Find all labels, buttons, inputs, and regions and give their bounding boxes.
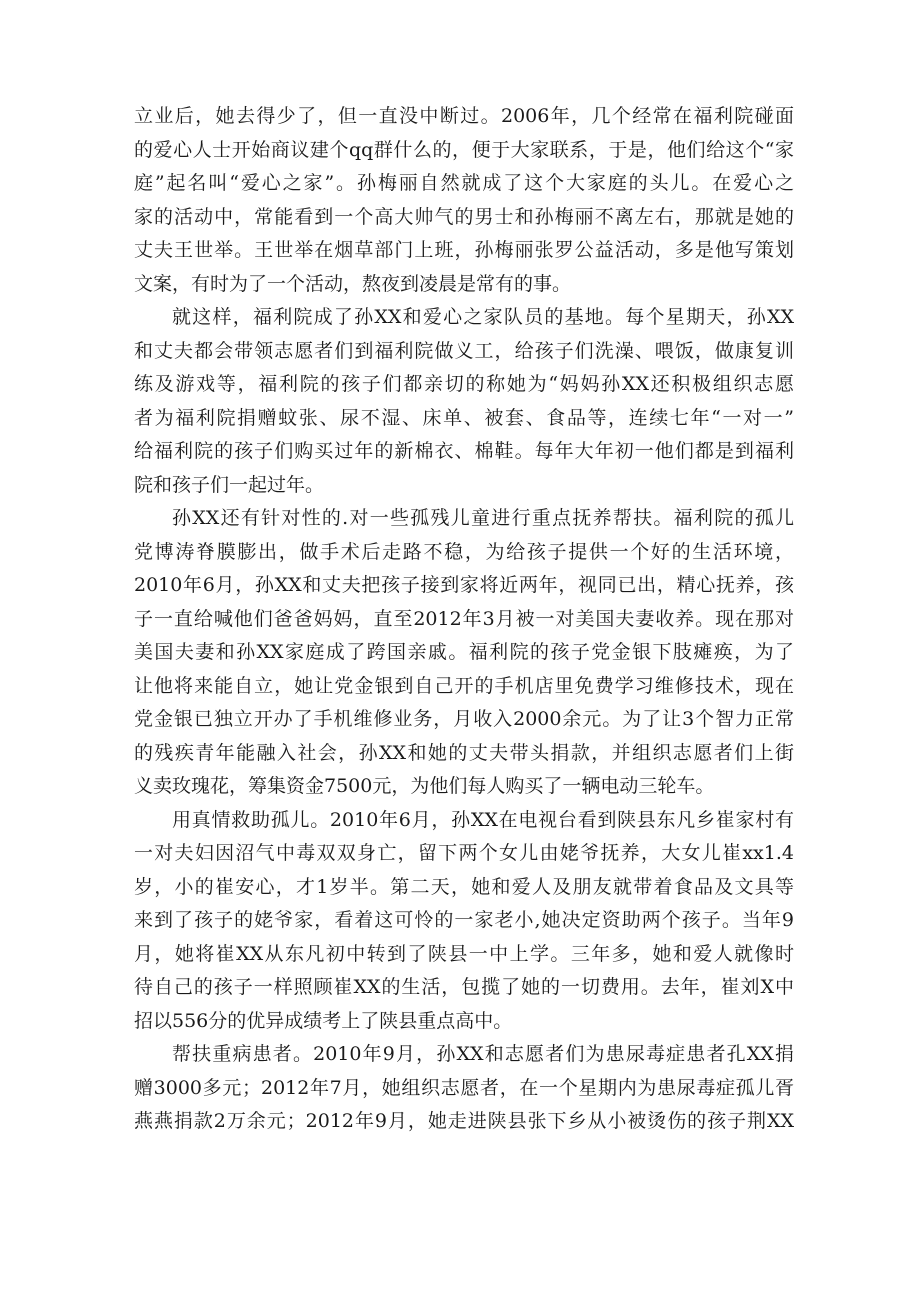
- paragraph-2: [134, 301, 794, 502]
- paragraph-3: [134, 502, 794, 804]
- text-line: 的残疾青年能融入社会，孙XX和她的丈夫带头捐款，并组织志愿者们上街: [134, 741, 794, 764]
- text-line: 待自己的孩子一样照顾崔XX的生活，包揽了她的一切费用。去年，崔刘X中: [134, 976, 794, 998]
- text-line: 赠3000多元；2012年7月，她组织志愿者，在一个星期内为患尿毒症孤儿胥: [134, 1076, 794, 1099]
- paragraph-4: [134, 804, 794, 1039]
- paragraph-5: [134, 1038, 794, 1139]
- text-line: 丈夫王世举。王世举在烟草部门上班，孙梅丽张罗公益活动，多是他写策划: [134, 239, 794, 261]
- text-line: 党博涛脊膜膨出，做手术后走路不稳，为给孩子提供一个好的生活环境，: [134, 540, 794, 563]
- text-line: 的爱心人士开始商议建个qq群什么的，便于大家联系，于是，他们给这个“家: [134, 138, 794, 161]
- text-line: 义卖玫瑰花，筹集资金7500元，为他们每人购买了一辆电动三轮车。: [134, 775, 715, 797]
- text-line: 用真情救助孤儿。2010年6月，孙XX在电视台看到陕县东凡乡崔家村有: [172, 808, 794, 831]
- text-line: 院和孩子们一起过年。: [134, 473, 325, 496]
- text-line: 一对夫妇因沼气中毒双双身亡，留下两个女儿由姥爷抚养，大女儿崔xx1.4: [134, 842, 794, 864]
- text-line: 来到了孩子的姥爷家，看着这可怜的一家老小,她决定资助两个孩子。当年9: [134, 909, 794, 931]
- text-line: 和丈夫都会带领志愿者们到福利院做义工，给孩子们洗澡、喂饭，做康复训: [134, 339, 794, 362]
- text-line: 党金银已独立开办了手机维修业务，月收入2000余元。为了让3个智力正常: [134, 708, 794, 730]
- text-line: 岁，小的崔安心，才1岁半。第二天，她和爱人及朋友就带着食品及文具等: [134, 875, 794, 898]
- text-line: 就这样，福利院成了孙XX和爱心之家队员的基地。每个星期天，孙XX: [172, 306, 794, 328]
- text-line: 美国夫妻和孙XX家庭成了跨国亲戚。福利院的孩子党金银下肢瘫痪，为了: [134, 641, 794, 663]
- text-line: 文案，有时为了一个活动，熬夜到凌晨是常有的事。: [134, 272, 572, 295]
- text-line: 让他将来能自立，她让党金银到自己开的手机店里免费学习维修技术，现在: [134, 674, 794, 697]
- text-line: 立业后，她去得少了，但一直没中断过。2006年，几个经常在福利院碰面: [134, 105, 794, 127]
- text-line: 孙XX还有针对性的.对一些孤残儿童进行重点抚养帮扶。福利院的孤儿: [172, 507, 794, 529]
- text-line: 家的活动中，常能看到一个高大帅气的男士和孙梅丽不离左右，那就是她的: [134, 205, 794, 228]
- text-line: 给福利院的孩子们购买过年的新棉衣、棉鞋。每年大年初一他们都是到福利: [134, 440, 794, 462]
- text-line: 子一直给喊他们爸爸妈妈，直至2012年3月被一对美国夫妻收养。现在那对: [134, 607, 794, 630]
- paragraph-1: [134, 100, 794, 301]
- text-line: 帮扶重病患者。2010年9月，孙XX和志愿者们为患尿毒症患者孔XX捐: [172, 1043, 794, 1065]
- text-line: 者为福利院捐赠蚊张、尿不湿、床单、被套、食品等，连续七年“一对一”: [134, 406, 794, 429]
- text-line: 燕燕捐款2万余元；2012年9月，她走进陕县张下乡从小被烫伤的孩子荆XX: [134, 1110, 794, 1132]
- text-line: 2010年6月，孙XX和丈夫把孩子接到家将近两年，视同已出，精心抚养，孩: [134, 574, 794, 596]
- text-line: 月，她将崔XX从东凡初中转到了陕县一中上学。三年多，她和爱人就像时: [134, 942, 794, 965]
- text-line: 招以556分的优异成绩考上了陕县重点高中。: [134, 1009, 513, 1032]
- text-line: 庭”起名叫“爱心之家”。孙梅丽自然就成了这个大家庭的头儿。在爱心之: [134, 172, 794, 194]
- body-text: [134, 100, 794, 1139]
- text-line: 练及游戏等，福利院的孩子们都亲切的称她为“妈妈孙XX还积极组织志愿: [134, 373, 794, 395]
